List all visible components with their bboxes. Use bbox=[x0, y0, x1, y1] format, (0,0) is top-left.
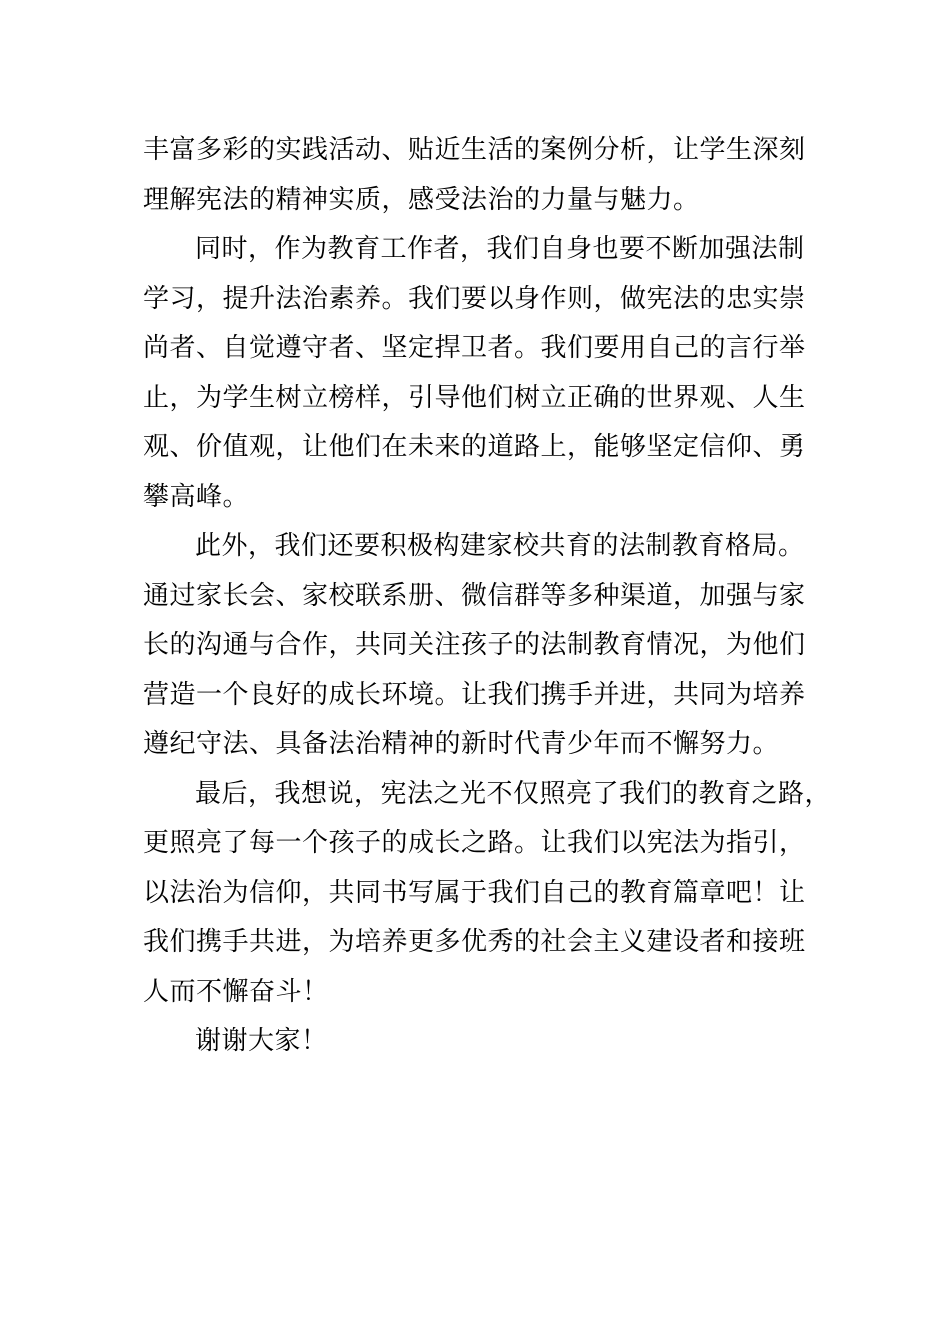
text-line: 尚者、自觉遵守者、坚定捍卫者。我们要用自己的言行举 bbox=[143, 333, 806, 363]
text-line: 营造一个良好的成长环境。让我们携手并进，共同为培养 bbox=[143, 679, 806, 710]
text-line: 攀高峰。 bbox=[143, 481, 250, 512]
text-line: 以法治为信仰，共同书写属于我们自己的教育篇章吧！让 bbox=[143, 877, 806, 908]
text-line: 理解宪法的精神实质，感受法治的力量与魅力。 bbox=[143, 184, 700, 215]
text-line: 通过家长会、家校联系册、微信群等多种渠道，加强与家 bbox=[143, 580, 806, 611]
text-line: 谢谢大家！ bbox=[195, 1026, 328, 1056]
text-line: 遵纪守法、具备法治精神的新时代青少年而不懈努力。 bbox=[143, 729, 780, 759]
text-line: 人而不懈奋斗！ bbox=[143, 976, 329, 1007]
body-text bbox=[143, 126, 833, 1067]
text-line: 学习，提升法治素养。我们要以身作则，做宪法的忠实崇 bbox=[143, 283, 806, 314]
text-line: 我们携手共进，为培养更多优秀的社会主义建设者和接班 bbox=[143, 927, 806, 957]
text-line: 最后，我想说，宪法之光不仅照亮了我们的教育之路， bbox=[195, 778, 832, 809]
text-line: 观、价值观，让他们在未来的道路上，能够坚定信仰、勇 bbox=[143, 432, 806, 462]
text-line: 同时，作为教育工作者，我们自身也要不断加强法制 bbox=[195, 234, 805, 264]
text-line: 此外，我们还要积极构建家校共育的法制教育格局。 bbox=[195, 531, 805, 561]
text-line: 止，为学生树立榜样，引导他们树立正确的世界观、人生 bbox=[143, 382, 806, 413]
text-line: 更照亮了每一个孩子的成长之路。让我们以宪法为指引， bbox=[143, 828, 806, 858]
text-line: 丰富多彩的实践活动、贴近生活的案例分析，让学生深刻 bbox=[143, 135, 806, 165]
text-line: 长的沟通与合作，共同关注孩子的法制教育情况，为他们 bbox=[143, 630, 806, 660]
